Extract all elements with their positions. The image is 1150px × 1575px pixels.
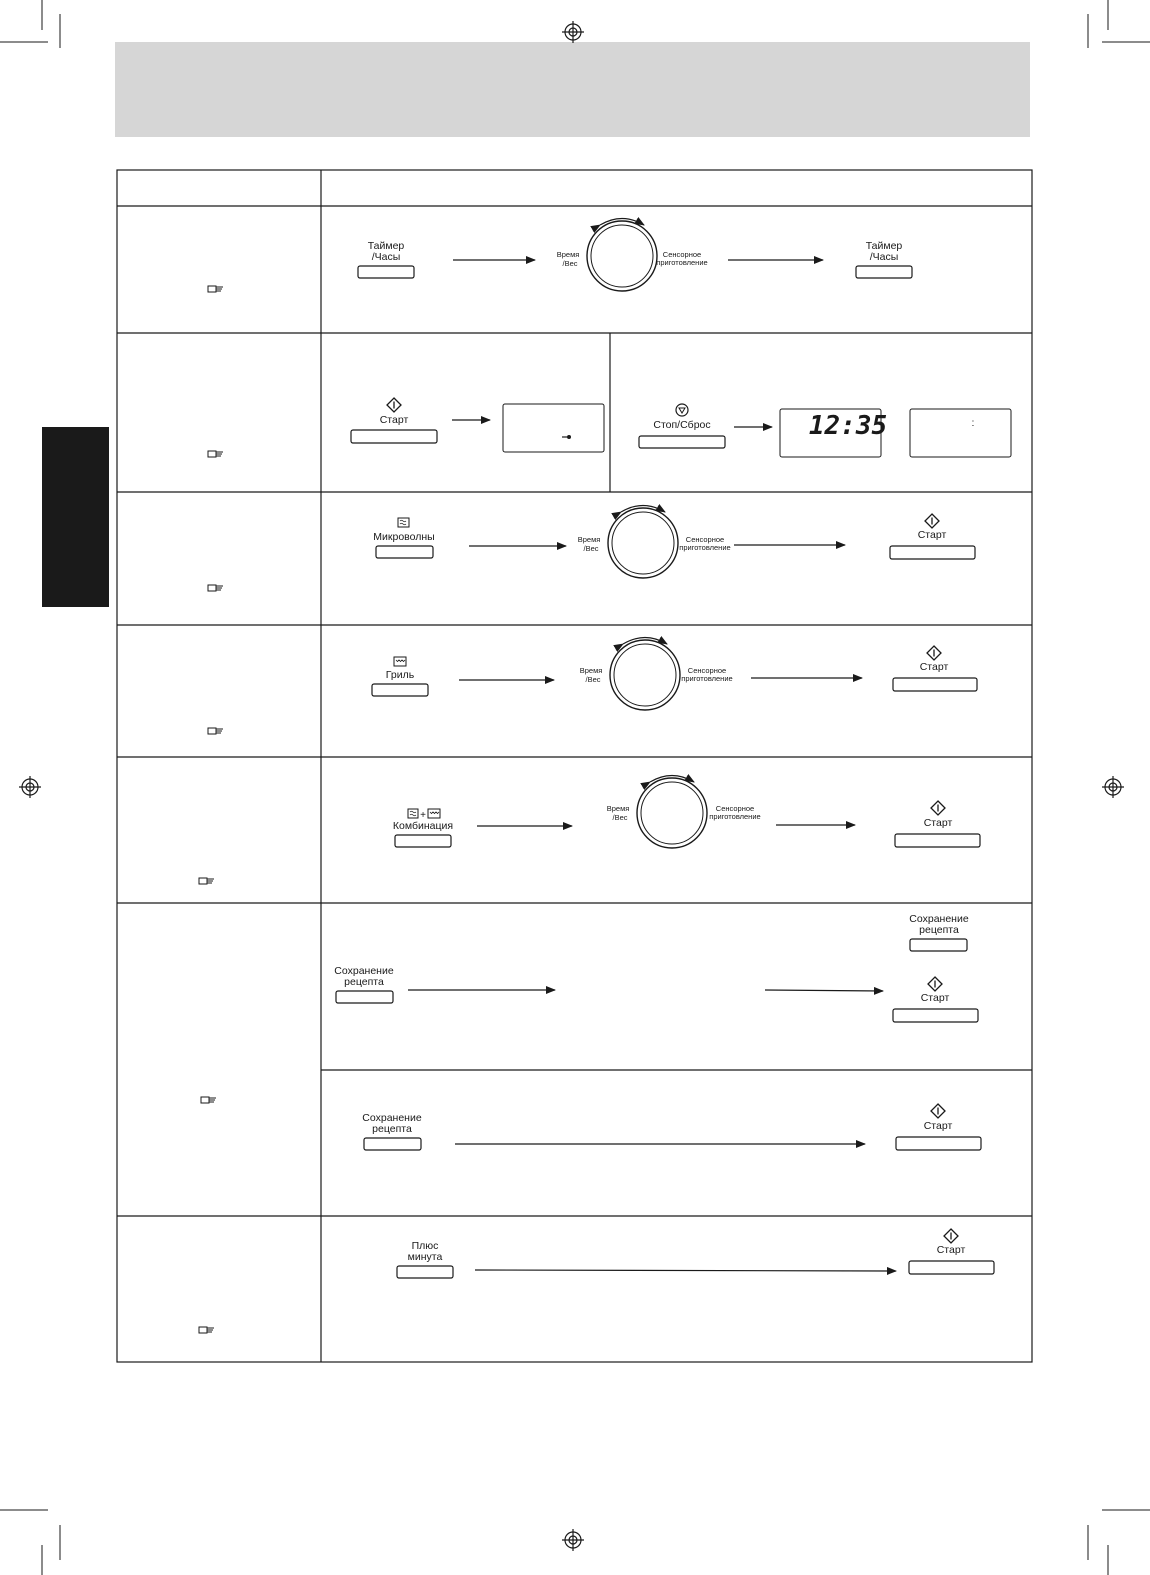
dial-sensor-label: приготовление xyxy=(656,258,708,267)
dial-time-label: Время xyxy=(556,250,580,259)
start-button[interactable] xyxy=(895,834,980,847)
timer-clock-label: Таймер xyxy=(367,240,405,252)
row-microwave xyxy=(373,506,975,579)
row-combination xyxy=(393,776,980,849)
combination-label: Комбинация xyxy=(392,820,454,832)
start-button[interactable] xyxy=(351,430,437,443)
registration-mark-icon xyxy=(562,21,584,43)
start-icon xyxy=(931,1104,945,1118)
dial-knob[interactable] xyxy=(580,638,733,711)
display-blank xyxy=(910,409,1011,457)
dial-knob[interactable] xyxy=(578,506,731,579)
save-recipe-label: рецепта xyxy=(372,1123,412,1135)
pointing-hand-icon xyxy=(201,1097,216,1103)
start-icon xyxy=(944,1229,958,1243)
dial-time-label: Время xyxy=(579,666,603,675)
save-recipe-button[interactable] xyxy=(336,991,393,1003)
microwave-waves-icon xyxy=(398,518,409,527)
start-label: Старт xyxy=(917,529,947,541)
display-clock-value: 12:35 xyxy=(808,411,888,441)
timer-clock-button[interactable] xyxy=(856,266,912,278)
dial-sensor-label: Сенсорное xyxy=(687,666,727,675)
pointing-hand-icon xyxy=(208,728,223,734)
dial-knob[interactable] xyxy=(607,776,761,849)
registration-mark-icon xyxy=(562,1529,584,1551)
row-plus-minute xyxy=(397,1229,994,1278)
start-button[interactable] xyxy=(893,678,977,691)
stop-icon xyxy=(676,404,688,416)
start-button[interactable] xyxy=(909,1261,994,1274)
pointing-hand-icon xyxy=(208,585,223,591)
display-colon: : xyxy=(971,417,975,429)
plus-minute-label: Плюс xyxy=(411,1240,439,1252)
row-save-recipe xyxy=(334,913,981,1150)
row-lock xyxy=(351,398,1011,457)
dial-sensor-label: приготовление xyxy=(679,543,731,552)
pointing-hand-icon xyxy=(208,451,223,457)
grill-heater-icon xyxy=(394,657,406,666)
row-grill xyxy=(372,638,977,711)
start-button[interactable] xyxy=(896,1137,981,1150)
combination-button[interactable] xyxy=(395,835,451,847)
save-recipe-label: рецепта xyxy=(919,924,959,936)
save-recipe-button[interactable] xyxy=(910,939,967,951)
start-label: Старт xyxy=(919,661,949,673)
start-label: Старт xyxy=(923,817,953,829)
timer-clock-button[interactable] xyxy=(358,266,414,278)
pointing-hand-icon xyxy=(199,1327,214,1333)
dial-sensor-label: Сенсорное xyxy=(685,535,725,544)
timer-clock-label: Таймер xyxy=(865,240,903,252)
start-button[interactable] xyxy=(890,546,975,559)
start-icon xyxy=(387,398,401,412)
microwave-button[interactable] xyxy=(376,546,433,558)
start-label: Старт xyxy=(920,992,950,1004)
dial-sensor-label: приготовление xyxy=(681,674,733,683)
dial-weight-label: /Вес xyxy=(562,259,578,268)
save-recipe-label: Сохранение xyxy=(334,965,394,977)
stop-reset-label: Стоп/Сброс xyxy=(653,419,711,431)
start-icon xyxy=(931,801,945,815)
microwave-waves-icon xyxy=(408,809,418,818)
dial-time-label: Время xyxy=(606,804,630,813)
grill-button[interactable] xyxy=(372,684,428,696)
start-icon xyxy=(925,514,939,528)
timer-clock-label: /Часы xyxy=(371,251,401,263)
dial-knob[interactable] xyxy=(557,219,708,292)
dial-weight-label: /Вес xyxy=(585,675,601,684)
plus-sign: + xyxy=(420,810,426,821)
dial-sensor-label: Сенсорное xyxy=(715,804,755,813)
save-recipe-button[interactable] xyxy=(364,1138,421,1150)
start-icon xyxy=(927,646,941,660)
registration-mark-icon xyxy=(1102,776,1124,798)
start-label: Старт xyxy=(379,414,409,426)
grill-label: Гриль xyxy=(385,669,415,681)
display-lock xyxy=(503,404,604,452)
dial-weight-label: /Вес xyxy=(612,813,628,822)
start-button[interactable] xyxy=(893,1009,978,1022)
pointing-hand-icon xyxy=(199,878,214,884)
save-recipe-label: Сохранение xyxy=(362,1112,422,1124)
plus-minute-label: минута xyxy=(407,1251,443,1263)
start-label: Старт xyxy=(923,1120,953,1132)
grill-heater-icon xyxy=(428,809,440,818)
timer-clock-label: /Часы xyxy=(869,251,899,263)
plus-minute-button[interactable] xyxy=(397,1266,453,1278)
dial-weight-label: /Вес xyxy=(583,544,599,553)
start-label: Старт xyxy=(936,1244,966,1256)
stop-reset-button[interactable] xyxy=(639,436,725,448)
row-clock-set xyxy=(358,219,912,292)
dial-sensor-label: приготовление xyxy=(709,812,761,821)
dial-time-label: Время xyxy=(577,535,601,544)
save-recipe-label: рецепта xyxy=(344,976,384,988)
microwave-label: Микроволны xyxy=(373,531,435,543)
start-icon xyxy=(928,977,942,991)
pointing-hand-icon xyxy=(208,286,223,292)
instruction-table xyxy=(117,170,1032,1362)
save-recipe-label: Сохранение xyxy=(909,913,969,925)
registration-mark-icon xyxy=(19,776,41,798)
dial-sensor-label: Сенсорное xyxy=(662,250,702,259)
